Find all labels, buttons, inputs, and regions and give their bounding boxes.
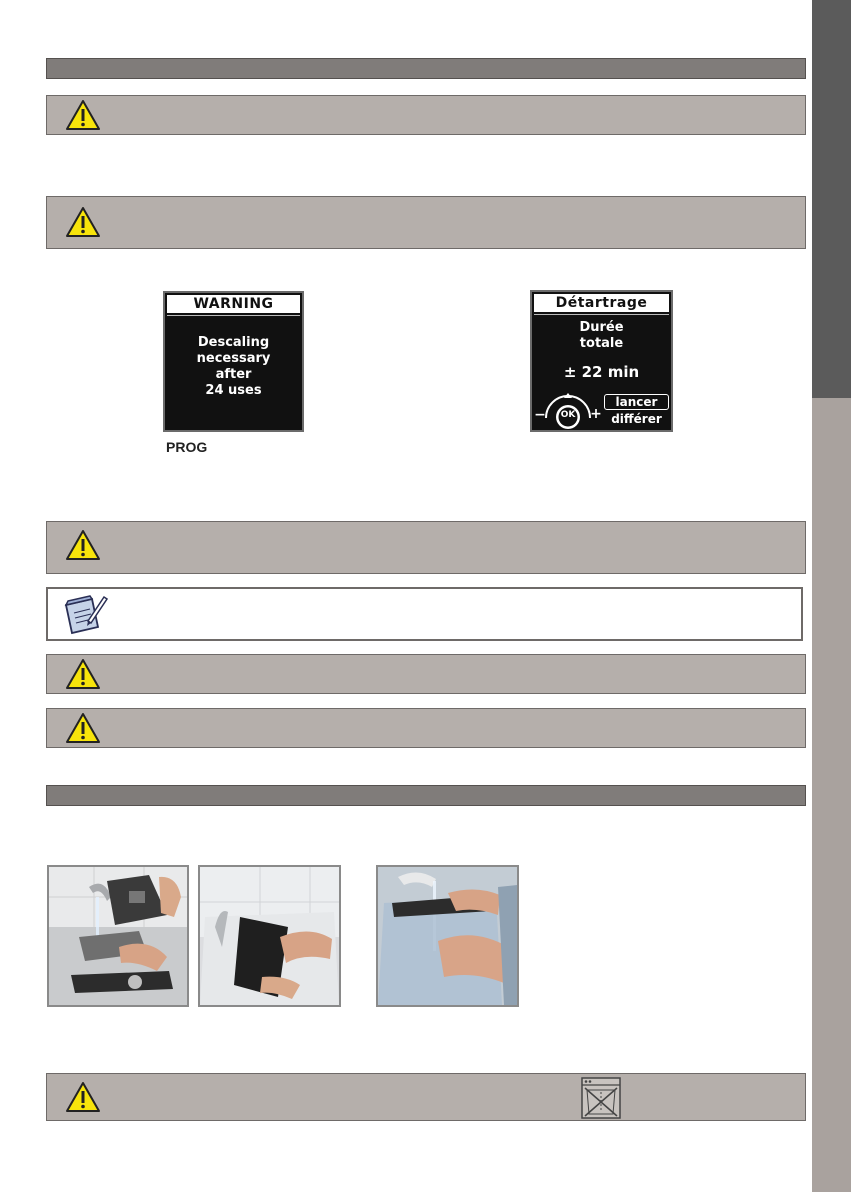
warning-triangle-icon bbox=[65, 1081, 101, 1113]
note-pen-icon bbox=[62, 593, 108, 635]
screen-line: after bbox=[215, 367, 252, 382]
screen-line: totale bbox=[579, 336, 624, 351]
plus-label: + bbox=[590, 406, 602, 422]
warning-box bbox=[46, 708, 806, 748]
warning-box bbox=[46, 95, 806, 135]
photo-rinsing-tray bbox=[198, 865, 341, 1007]
screen-line: Descaling bbox=[197, 335, 270, 350]
screen-line: necessary bbox=[196, 351, 271, 366]
section-header-bar bbox=[46, 785, 806, 806]
photo-rinsing-parts bbox=[47, 865, 189, 1007]
ok-label: OK bbox=[560, 410, 576, 420]
photo-illustration bbox=[378, 867, 517, 1005]
screen-line: 24 uses bbox=[205, 383, 262, 398]
descale-duration: ± 22 min bbox=[563, 363, 640, 381]
display-descale-screen bbox=[530, 290, 673, 432]
note-box bbox=[46, 587, 803, 641]
option-other: différer bbox=[611, 412, 662, 426]
warning-box bbox=[46, 654, 806, 694]
warning-box bbox=[46, 196, 806, 249]
warning-triangle-icon bbox=[65, 529, 101, 561]
minus-label: − bbox=[534, 407, 546, 423]
photo-rinsing-water-tank bbox=[376, 865, 519, 1007]
warning-box bbox=[46, 521, 806, 574]
warning-triangle-icon bbox=[65, 99, 101, 131]
side-tab bbox=[812, 398, 851, 1192]
section-header-bar bbox=[46, 58, 806, 79]
no-dishwasher-icon bbox=[579, 1076, 623, 1120]
warning-box bbox=[46, 1073, 806, 1121]
warning-triangle-icon bbox=[65, 658, 101, 690]
option-selected: lancer bbox=[604, 394, 669, 410]
prog-button-label: PROG bbox=[166, 439, 208, 455]
photo-illustration bbox=[200, 867, 339, 1005]
screen-title: Détartrage bbox=[534, 294, 669, 312]
side-tab-active bbox=[812, 0, 851, 398]
warning-triangle-icon bbox=[65, 206, 101, 238]
display-warning-screen bbox=[163, 291, 304, 432]
photo-illustration bbox=[49, 867, 187, 1005]
screen-title: WARNING bbox=[167, 295, 300, 313]
screen-line: Durée bbox=[579, 320, 624, 335]
warning-triangle-icon bbox=[65, 712, 101, 744]
